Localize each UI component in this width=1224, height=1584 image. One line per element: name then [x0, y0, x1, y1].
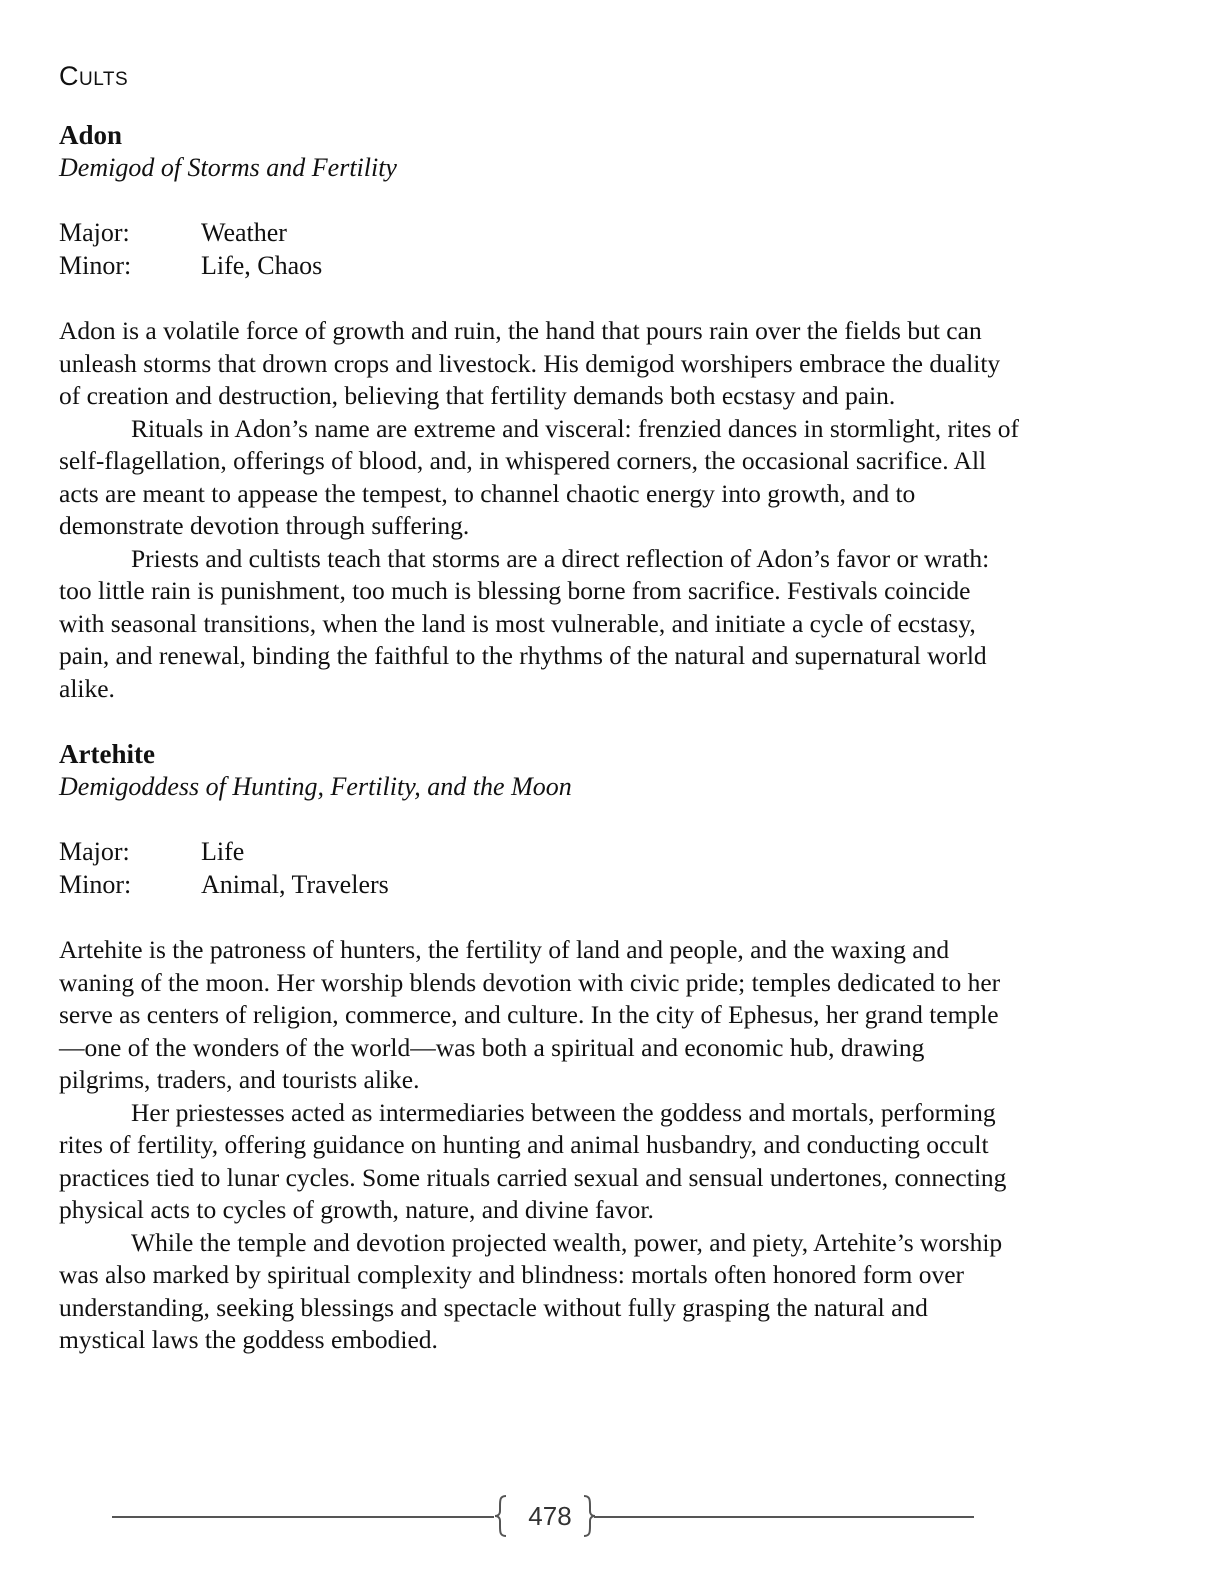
minor-sphere-row: [59, 869, 1019, 902]
spheres-table: [59, 217, 1019, 282]
cult-name: Artehite: [59, 739, 155, 769]
minor-sphere-row: [59, 250, 1019, 283]
section-spacer: [59, 705, 1019, 737]
major-sphere: Weather: [201, 218, 287, 247]
cult-entry-artehite: [59, 737, 1019, 1357]
major-sphere-row: [59, 836, 1019, 869]
spheres-table: [59, 836, 1019, 901]
footer-rule-right: [594, 1516, 974, 1518]
major-sphere: Life: [201, 837, 245, 866]
cult-title: Demigoddess of Hunting, Fertility, and the Moon: [59, 772, 572, 801]
page-content: [59, 56, 1019, 1357]
cult-description: [59, 315, 1019, 705]
cult-title: Demigod of Storms and Fertility: [59, 153, 397, 182]
paragraph: Adon is a volatile force of growth and ruin, the hand that pours rain over the fields but can unleash storms that drown crops and livestock. His demigod worshipers embrace the duality of creation and destruction, believing that fertility demands both ecstasy and pain.: [59, 316, 1001, 410]
minor-label: Minor:: [59, 869, 132, 899]
paragraph: Rituals in Adon’s name are extreme and visceral: frenzied dances in stormlight, rites of self-flagellation, offerings of blood, and, in whispered corners, the occasional sacrifice. All acts are meant to appease the tempest, to channel chaotic energy into growth, and to demonstrate devotion through suffering.: [59, 413, 1019, 540]
major-label: Major:: [59, 218, 130, 247]
footer-rule-left: [112, 1516, 494, 1518]
running-head: Cults: [59, 61, 129, 91]
cult-description: [59, 934, 1019, 1357]
major-label: Major:: [59, 837, 130, 866]
minor-sphere: Life, Chaos: [201, 250, 323, 280]
page-number: 478: [528, 1501, 572, 1531]
cult-name: Adon: [59, 120, 123, 150]
major-sphere-row: [59, 217, 1019, 250]
page-footer: [112, 1494, 974, 1538]
minor-label: Minor:: [59, 250, 132, 280]
paragraph: While the temple and devotion projected wealth, power, and piety, Artehite’s worship was also marked by spiritual complexity and blindness: mortals often honored form over understanding, seeking blessings and spectacle without fully grasping the natural and mystical laws the goddess embodied.: [59, 1227, 1003, 1354]
paragraph: Priests and cultists teach that storms are a direct reflection of Adon’s favor or wrath: too little rain is punishment, too much is blessing borne from sacrifice. Festivals coincide with seasonal transitions, when the land is most vulnerable, and initiate a cycle of ecstasy, pain, and renewal, binding the faithful to the rhythms of the natural and supernatural world alike.: [59, 543, 990, 703]
paragraph: Artehite is the patroness of hunters, the fertility of land and people, and the waxing and waning of the moon. Her worship blends devotion with civic pride; temples dedicated to her serve as centers of religion, commerce, and culture. In the city of Ephesus, her grand temple—one of the wonders of the world—was both a spiritual and economic hub, drawing pilgrims, traders, and tourists alike.: [59, 935, 1001, 1094]
cult-entry-adon: [59, 118, 1019, 705]
minor-sphere: Animal, Travelers: [201, 869, 389, 899]
paragraph: Her priestesses acted as intermediaries between the goddess and mortals, performing rites of fertility, offering guidance on hunting and animal husbandry, and conducting occult practices tied to lunar cycles. Some rituals carried sexual and sensual undertones, connecting physical acts to cycles of growth, nature, and divine favor.: [59, 1097, 1007, 1224]
